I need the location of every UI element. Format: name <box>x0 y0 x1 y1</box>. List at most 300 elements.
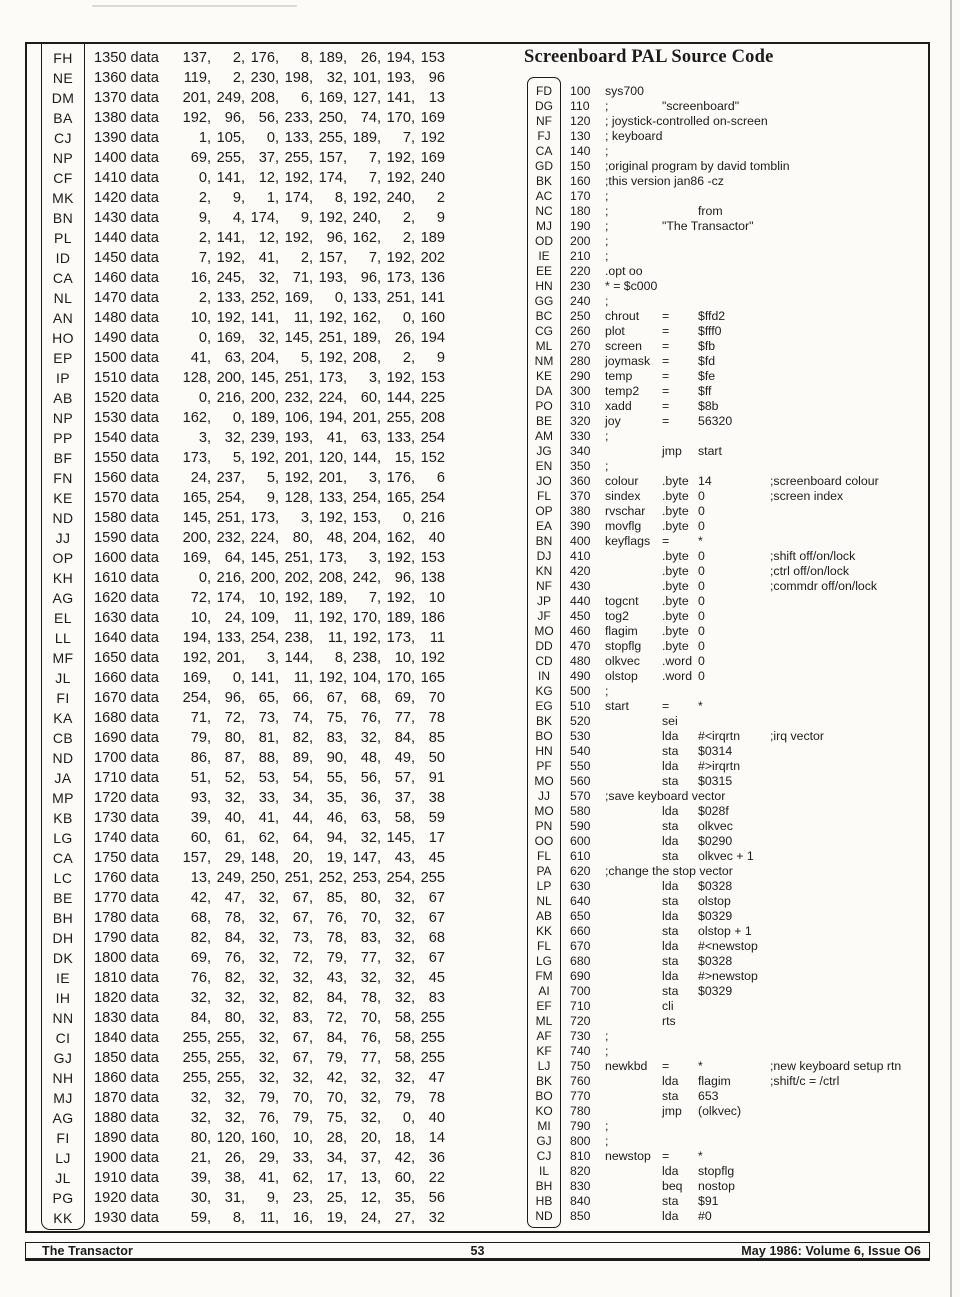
line-number: 1550 data <box>94 450 159 466</box>
separator: , <box>275 1050 280 1066</box>
data-value: 2 <box>198 230 207 246</box>
data-value: 79 <box>258 1090 275 1106</box>
data-value: 8 <box>334 650 343 666</box>
data-value: 78 <box>428 710 445 726</box>
separator: , <box>377 890 382 906</box>
separator: , <box>309 670 314 686</box>
separator: , <box>309 90 314 106</box>
basic-line <box>94 208 453 228</box>
data-value: 58 <box>394 1050 411 1066</box>
data-value: 201 <box>216 650 241 666</box>
separator: , <box>411 350 416 366</box>
data-value: 72 <box>326 1010 343 1026</box>
checksum-code: CA <box>535 144 553 158</box>
source-row <box>527 729 927 744</box>
separator: , <box>411 330 416 346</box>
separator: , <box>377 1030 382 1046</box>
checksum-code: EG <box>535 699 553 713</box>
data-value: 5 <box>300 350 309 366</box>
source-line <box>570 894 770 909</box>
data-value: 10 <box>190 610 207 626</box>
data-row <box>41 588 481 608</box>
line-number: 1640 data <box>94 630 159 646</box>
source-line <box>570 744 770 759</box>
data-value: 251 <box>386 290 411 306</box>
checksum-code: DM <box>51 90 75 106</box>
data-value: 35 <box>326 790 343 806</box>
separator: , <box>377 970 382 986</box>
data-value: 147 <box>352 850 377 866</box>
basic-line <box>94 348 453 368</box>
separator: , <box>309 810 314 826</box>
line-number: 1450 data <box>94 250 159 266</box>
separator: , <box>241 270 246 286</box>
source-row <box>527 534 927 549</box>
line-number: 1870 data <box>94 1090 159 1106</box>
separator: , <box>411 630 416 646</box>
data-row <box>41 348 481 368</box>
data-value: 127 <box>352 90 377 106</box>
page-footer <box>25 1242 930 1261</box>
separator: , <box>207 950 212 966</box>
checksum-code: PN <box>535 819 553 833</box>
opcode: = <box>662 699 670 713</box>
checksum-code: FJ <box>537 129 551 143</box>
separator: , <box>377 130 382 146</box>
data-value: 32 <box>360 1090 377 1106</box>
source-line <box>570 729 824 744</box>
data-row <box>41 608 481 628</box>
operand: 0 <box>698 594 705 608</box>
data-value: 192 <box>318 310 343 326</box>
data-value: 87 <box>224 750 241 766</box>
separator: , <box>411 270 416 286</box>
data-row <box>41 748 481 768</box>
data-value: 56 <box>428 1190 445 1206</box>
data-value: 34 <box>292 790 309 806</box>
separator: , <box>377 990 382 1006</box>
separator: , <box>309 170 314 186</box>
data-value: 54 <box>292 770 309 786</box>
source-row <box>527 579 927 594</box>
checksum-code: JP <box>536 594 551 608</box>
separator: , <box>309 410 314 426</box>
separator: , <box>207 810 212 826</box>
checksum-code: PF <box>536 759 552 773</box>
data-value: 176 <box>250 50 275 66</box>
opcode: = <box>662 414 670 428</box>
separator: , <box>241 1110 246 1126</box>
separator: , <box>377 310 382 326</box>
separator: , <box>241 890 246 906</box>
data-value: 200 <box>250 570 275 586</box>
checksum-code: CG <box>535 324 553 338</box>
basic-line <box>94 148 453 168</box>
separator: , <box>241 1170 246 1186</box>
separator: , <box>309 970 314 986</box>
data-value: 56 <box>258 110 275 126</box>
line-number: 1370 data <box>94 90 159 106</box>
opcode: sta <box>662 774 679 788</box>
opcode: = <box>662 534 670 548</box>
data-value: 68 <box>360 690 377 706</box>
data-value: 250 <box>250 870 275 886</box>
source-line <box>570 459 770 474</box>
data-value: 67 <box>292 1050 309 1066</box>
data-value: 239 <box>250 430 275 446</box>
data-value: 198 <box>284 70 309 86</box>
data-value: 133 <box>318 490 343 506</box>
data-value: 7 <box>368 250 377 266</box>
data-value: 17 <box>326 1170 343 1186</box>
source-row <box>527 279 927 294</box>
separator: , <box>411 530 416 546</box>
checksum-code: HO <box>52 330 74 346</box>
separator: , <box>207 210 212 226</box>
data-value: 189 <box>352 330 377 346</box>
separator: , <box>343 1110 348 1126</box>
label: screen <box>605 339 642 353</box>
checksum-code: MF <box>52 650 74 666</box>
data-value: 64 <box>224 550 241 566</box>
data-value: 224 <box>250 530 275 546</box>
data-value: 48 <box>326 530 343 546</box>
line-number: 1530 data <box>94 410 159 426</box>
opcode: jmp <box>662 1104 682 1118</box>
data-value: 169 <box>284 290 309 306</box>
separator: , <box>207 1170 212 1186</box>
data-value: 7 <box>368 170 377 186</box>
label: olstop <box>605 669 638 683</box>
separator: , <box>309 950 314 966</box>
separator: , <box>411 670 416 686</box>
data-row <box>41 1048 481 1068</box>
separator: , <box>207 70 212 86</box>
separator: , <box>377 90 382 106</box>
data-value: 173 <box>386 630 411 646</box>
line-number: 340 <box>570 444 591 458</box>
line-number: 150 <box>570 159 591 173</box>
footer-page-number: 53 <box>470 1243 485 1258</box>
data-value: 145 <box>250 550 275 566</box>
data-value: 41 <box>258 810 275 826</box>
data-value: 96 <box>394 570 411 586</box>
source-row <box>527 1104 927 1119</box>
source-row <box>527 339 927 354</box>
data-value: 10 <box>428 590 445 606</box>
separator: , <box>207 710 212 726</box>
separator: , <box>241 950 246 966</box>
operand: $0315 <box>698 774 733 788</box>
checksum-code: AB <box>53 390 73 406</box>
data-value: 96 <box>326 230 343 246</box>
separator: , <box>377 670 382 686</box>
source-line <box>570 444 770 459</box>
data-value: 9 <box>266 1190 275 1206</box>
basic-line <box>94 708 453 728</box>
line-number: 350 <box>570 459 591 473</box>
data-value: 30 <box>190 1190 207 1206</box>
checksum-code: LP <box>536 879 552 893</box>
separator: , <box>343 1090 348 1106</box>
label: ; <box>605 294 609 308</box>
line-number: 210 <box>570 249 591 263</box>
line-number: 420 <box>570 564 591 578</box>
data-value: 26 <box>394 330 411 346</box>
separator: , <box>343 630 348 646</box>
label: tog2 <box>605 609 629 623</box>
data-row <box>41 968 481 988</box>
data-value: 192 <box>352 190 377 206</box>
checksum-code: CF <box>53 170 73 186</box>
source-line <box>570 909 770 924</box>
data-value: 192 <box>216 250 241 266</box>
data-value: 80 <box>224 730 241 746</box>
separator: , <box>411 570 416 586</box>
separator: , <box>275 790 280 806</box>
label: ; <box>605 684 609 698</box>
opcode: .byte <box>662 579 689 593</box>
separator: , <box>343 1210 348 1226</box>
opcode: lda <box>662 759 679 773</box>
opcode: .byte <box>662 489 689 503</box>
line-number: 170 <box>570 189 591 203</box>
data-value: 43 <box>394 850 411 866</box>
source-row <box>527 324 927 339</box>
data-row <box>41 568 481 588</box>
checksum-code: CB <box>52 730 74 746</box>
checksum-code: HB <box>535 1194 553 1208</box>
separator: , <box>207 450 212 466</box>
basic-line <box>94 368 453 388</box>
data-value: 19 <box>326 850 343 866</box>
basic-line <box>94 288 453 308</box>
line-number: 600 <box>570 834 591 848</box>
source-line <box>570 474 879 489</box>
label: temp2 <box>605 384 640 398</box>
separator: , <box>275 650 280 666</box>
line-number: 220 <box>570 264 591 278</box>
data-value: 32 <box>258 1070 275 1086</box>
basic-line <box>94 808 453 828</box>
data-value: 29 <box>258 1150 275 1166</box>
data-value: 13 <box>190 870 207 886</box>
basic-line <box>94 968 453 988</box>
opcode: sta <box>662 894 679 908</box>
separator: , <box>309 530 314 546</box>
separator: , <box>377 450 382 466</box>
separator: , <box>309 1030 314 1046</box>
source-row <box>527 1074 927 1089</box>
source-row <box>527 354 927 369</box>
line-number: 1680 data <box>94 710 159 726</box>
data-value: 105 <box>216 130 241 146</box>
data-value: 7 <box>368 590 377 606</box>
separator: , <box>411 470 416 486</box>
data-value: 32 <box>258 930 275 946</box>
checksum-code: FL <box>536 849 551 863</box>
source-row <box>527 429 927 444</box>
separator: , <box>377 910 382 926</box>
separator: , <box>207 870 212 886</box>
separator: , <box>343 1150 348 1166</box>
separator: , <box>275 1150 280 1166</box>
data-value: 254 <box>182 690 207 706</box>
label: ; <box>605 459 609 473</box>
separator: , <box>309 310 314 326</box>
opcode: sta <box>662 819 679 833</box>
source-line <box>570 1149 770 1164</box>
data-value: 245 <box>216 270 241 286</box>
source-line <box>570 939 770 954</box>
separator: , <box>411 210 416 226</box>
operand: 0 <box>698 669 705 683</box>
line-number: 1710 data <box>94 770 159 786</box>
data-row <box>41 1148 481 1168</box>
source-line <box>570 1029 770 1044</box>
separator: , <box>207 750 212 766</box>
data-value: 7 <box>198 250 207 266</box>
data-value: 252 <box>318 870 343 886</box>
checksum-code: IE <box>538 249 550 263</box>
checksum-code: FL <box>536 939 551 953</box>
line-number: 1850 data <box>94 1050 159 1066</box>
data-value: 204 <box>250 350 275 366</box>
line-number: 1490 data <box>94 330 159 346</box>
source-line <box>570 129 770 144</box>
label: ;change the stop vector <box>605 864 733 878</box>
data-value: 32 <box>258 270 275 286</box>
label: plot <box>605 324 625 338</box>
operand: 0 <box>698 519 705 533</box>
separator: , <box>411 1070 416 1086</box>
data-value: 2 <box>300 250 309 266</box>
data-value: 255 <box>216 150 241 166</box>
checksum-code: BN <box>52 210 74 226</box>
data-value: 169 <box>420 110 445 126</box>
separator: , <box>411 830 416 846</box>
opcode: .byte <box>662 549 689 563</box>
data-value: 63 <box>224 350 241 366</box>
data-value: 32 <box>394 930 411 946</box>
data-value: 32 <box>258 950 275 966</box>
separator: , <box>411 770 416 786</box>
data-value: 82 <box>190 930 207 946</box>
data-value: 47 <box>224 890 241 906</box>
separator: , <box>343 350 348 366</box>
data-value: 38 <box>224 1170 241 1186</box>
separator: , <box>207 170 212 186</box>
opcode: = <box>662 1149 670 1163</box>
separator: , <box>207 110 212 126</box>
data-value: 251 <box>284 550 309 566</box>
checksum-code: KO <box>535 1104 553 1118</box>
basic-line <box>94 868 453 888</box>
data-row <box>41 548 481 568</box>
separator: , <box>309 750 314 766</box>
separator: , <box>241 450 246 466</box>
data-row <box>41 388 481 408</box>
source-line <box>570 84 770 99</box>
separator: , <box>241 1090 246 1106</box>
data-value: 144 <box>386 390 411 406</box>
checksum-code: JL <box>55 670 71 686</box>
data-value: 200 <box>250 390 275 406</box>
source-row <box>527 384 927 399</box>
separator: , <box>411 290 416 306</box>
separator: , <box>377 590 382 606</box>
label: ; <box>605 234 609 248</box>
line-number: 410 <box>570 549 591 563</box>
data-value: 76 <box>224 950 241 966</box>
checksum-code: BK <box>535 1074 552 1088</box>
opcode: sta <box>662 1194 679 1208</box>
separator: , <box>207 1010 212 1026</box>
line-number: 1730 data <box>94 810 159 826</box>
data-value: 83 <box>360 930 377 946</box>
source-line <box>570 714 770 729</box>
data-value: 21 <box>190 1150 207 1166</box>
data-value: 3 <box>198 430 207 446</box>
operand: 0 <box>698 564 705 578</box>
separator: , <box>377 530 382 546</box>
separator: , <box>207 1130 212 1146</box>
line-number: 490 <box>570 669 591 683</box>
line-number: 1600 data <box>94 550 159 566</box>
label: ;original program by david tomblin <box>605 159 790 173</box>
data-value: 153 <box>420 370 445 386</box>
separator: , <box>207 1090 212 1106</box>
data-value: 79 <box>394 1090 411 1106</box>
checksum-code: ML <box>535 1014 553 1028</box>
data-value: 0 <box>198 170 207 186</box>
line-number: 800 <box>570 1134 591 1148</box>
basic-line <box>94 748 453 768</box>
source-line <box>570 684 770 699</box>
operand: $0329 <box>698 909 733 923</box>
source-row <box>527 459 927 474</box>
separator: , <box>411 890 416 906</box>
line-number: 1570 data <box>94 490 159 506</box>
separator: , <box>377 510 382 526</box>
data-value: 254 <box>420 490 445 506</box>
separator: , <box>275 370 280 386</box>
separator: , <box>207 890 212 906</box>
data-value: 32 <box>326 70 343 86</box>
checksum-code: MO <box>534 774 554 788</box>
separator: , <box>309 730 314 746</box>
data-value: 9 <box>436 350 445 366</box>
data-value: 255 <box>420 1030 445 1046</box>
comment: ;screen index <box>770 489 844 503</box>
checksum-code: BK <box>535 714 552 728</box>
basic-line <box>94 828 453 848</box>
separator: , <box>343 530 348 546</box>
data-value: 174 <box>250 210 275 226</box>
data-row <box>41 808 481 828</box>
data-value: 192 <box>284 470 309 486</box>
data-value: 83 <box>326 730 343 746</box>
separator: , <box>343 930 348 946</box>
checksum-code: JJ <box>538 789 550 803</box>
source-line <box>570 564 849 579</box>
source-line <box>570 969 770 984</box>
operand: $ffd2 <box>698 309 726 323</box>
operand: 56320 <box>698 414 733 428</box>
opcode: lda <box>662 804 679 818</box>
source-line <box>570 234 770 249</box>
source-row <box>527 474 927 489</box>
